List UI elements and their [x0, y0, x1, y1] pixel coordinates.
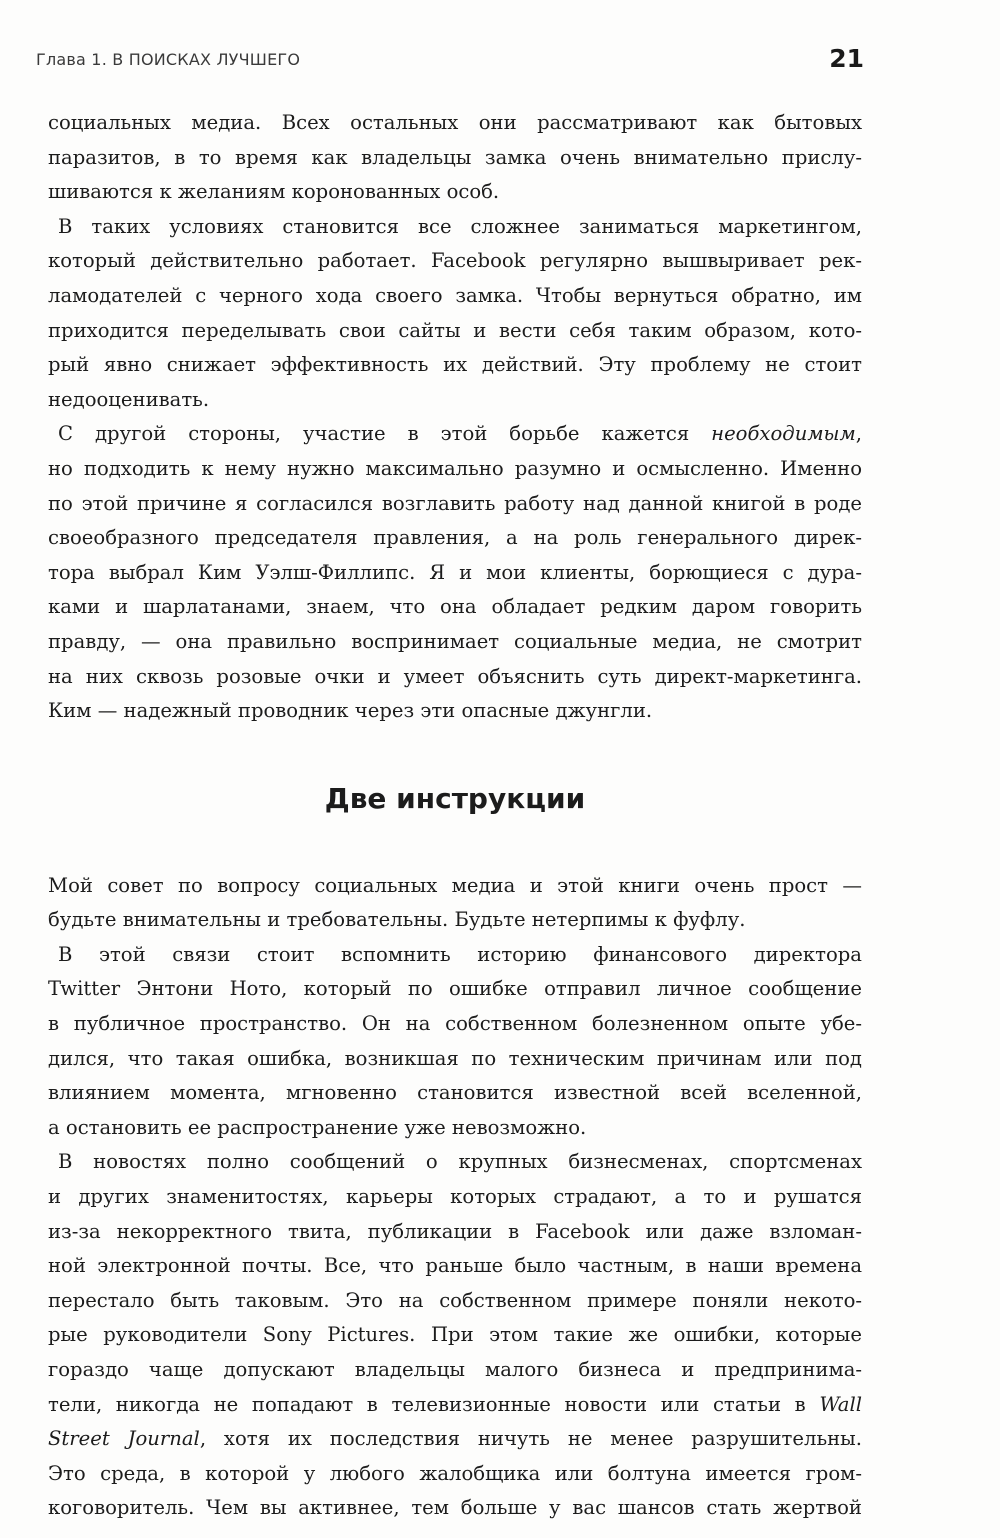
emphasis-journal: Wall — [819, 1392, 862, 1416]
text-line: социальных медиа. Всех остальных они рассматривают как бытовых — [48, 111, 862, 134]
text-line: приходится переделывать свои сайты и вести себя таким образом, кото- — [48, 318, 862, 342]
chapter-title: Глава 1. В ПОИСКАХ ЛУЧШЕГО — [36, 50, 301, 69]
text-run: , хотя их последствия ничуть не менее разрушительны. — [199, 1427, 862, 1451]
text-line: ламодателей с черного хода своего замка. Чтобы вернуться обратно, им — [48, 283, 862, 307]
text-line: дился, что такая ошибка, возникшая по техническим причинам или под — [48, 1046, 862, 1070]
text-line: в публичное пространство. Он на собственном болезненном опыте убе- — [48, 1012, 862, 1036]
text-line: по этой причине я согласился возглавить работу над данной книгой в роде — [48, 491, 862, 515]
emphasis: необходимым — [711, 422, 856, 446]
text-line: а остановить ее распространение уже невозможно. — [48, 1115, 587, 1139]
body-text — [48, 106, 862, 1526]
text-line: будьте внимательны и требовательны. Будьте нетерпимы к фуфлу. — [48, 908, 746, 932]
paragraph-6 — [48, 1145, 862, 1526]
paragraph-2 — [48, 210, 862, 418]
text-line: правду, — она правильно воспринимает социальные медиа, не смотрит — [48, 629, 862, 653]
text-line: но подходить к нему нужно максимально разумно и осмысленно. Именно — [48, 456, 862, 480]
page-number: 21 — [829, 44, 864, 73]
text-line: паразитов, в то время как владельцы замка очень внимательно прислу- — [48, 145, 862, 169]
text-line: Мой совет по вопросу социальных медиа и этой книги очень прост — — [48, 873, 862, 897]
text-line: из-за некорректного твита, публикации в Facebook или даже взломан- — [48, 1219, 862, 1243]
text-line: ной электронной почты. Все, что раньше было частным, в наши времена — [48, 1254, 862, 1278]
text-line: ками и шарлатанами, знаем, что она обладает редким даром говорить — [48, 595, 862, 619]
text-line: рые руководители Sony Pictures. При этом такие же ошибки, которые — [48, 1323, 862, 1347]
text-line: гораздо чаще допускают владельцы малого бизнеса и предпринима- — [48, 1358, 862, 1381]
text-line — [48, 417, 862, 452]
text-line — [48, 1422, 862, 1457]
text-line: который действительно работает. Facebook регулярно вышвыривает рек- — [48, 249, 862, 273]
text-line: Twitter Энтони Ното, который по ошибке отправил личное сообщение — [48, 977, 862, 1001]
text-line: В таких условиях становится все сложнее заниматься маркетингом, — [58, 214, 862, 238]
text-line: Это среда, в которой у любого жалобщика или болтуна имеется гром- — [48, 1461, 862, 1485]
text-line: коговоритель. Чем вы активнее, тем больше у вас шансов стать жертвой — [48, 1496, 862, 1520]
paragraph-4 — [48, 869, 862, 938]
text-line: тора выбрал Ким Уэлш-Филлипс. Я и мои клиенты, борющиеся с дура- — [48, 560, 862, 584]
text-line: недооценивать. — [48, 387, 210, 411]
text-line — [48, 1388, 862, 1423]
text-run: , — [855, 422, 862, 446]
paragraph-1 — [48, 106, 862, 210]
paragraph-5 — [48, 938, 862, 1146]
section-heading: Две инструкции — [324, 781, 586, 815]
text-line: Ким — надежный проводник через эти опасные джунгли. — [48, 699, 653, 723]
text-line: влиянием момента, мгновенно становится известной всей вселенной, — [48, 1081, 862, 1105]
emphasis-journal: Street Journal — [48, 1427, 200, 1451]
text-line: и других знаменитостях, карьеры которых страдают, а то и рушатся — [48, 1185, 862, 1209]
text-line: рый явно снижает эффективность их действий. Эту проблему не стоит — [48, 353, 862, 377]
text-line: В этой связи стоит вспомнить историю финансового директора — [58, 942, 862, 966]
paragraph-3 — [48, 417, 862, 728]
text-run: тели, никогда не попадают в телевизионные новости или статьи в — [48, 1392, 806, 1416]
text-line: шиваются к желаниям коронованных особ. — [48, 180, 500, 204]
text-run: С другой стороны, участие в этой борьбе кажется — [58, 422, 712, 446]
text-line: перестало быть таковым. Это на собственном примере поняли некото- — [48, 1288, 862, 1312]
text-line: своеобразного председателя правления, а на роль генерального дирек- — [48, 526, 862, 550]
text-line: В новостях полно сообщений о крупных бизнесменах, спортсменах — [58, 1150, 862, 1174]
running-head — [36, 44, 864, 78]
text-line: на них сквозь розовые очки и умеет объяснить суть директ-маркетинга. — [48, 664, 862, 688]
